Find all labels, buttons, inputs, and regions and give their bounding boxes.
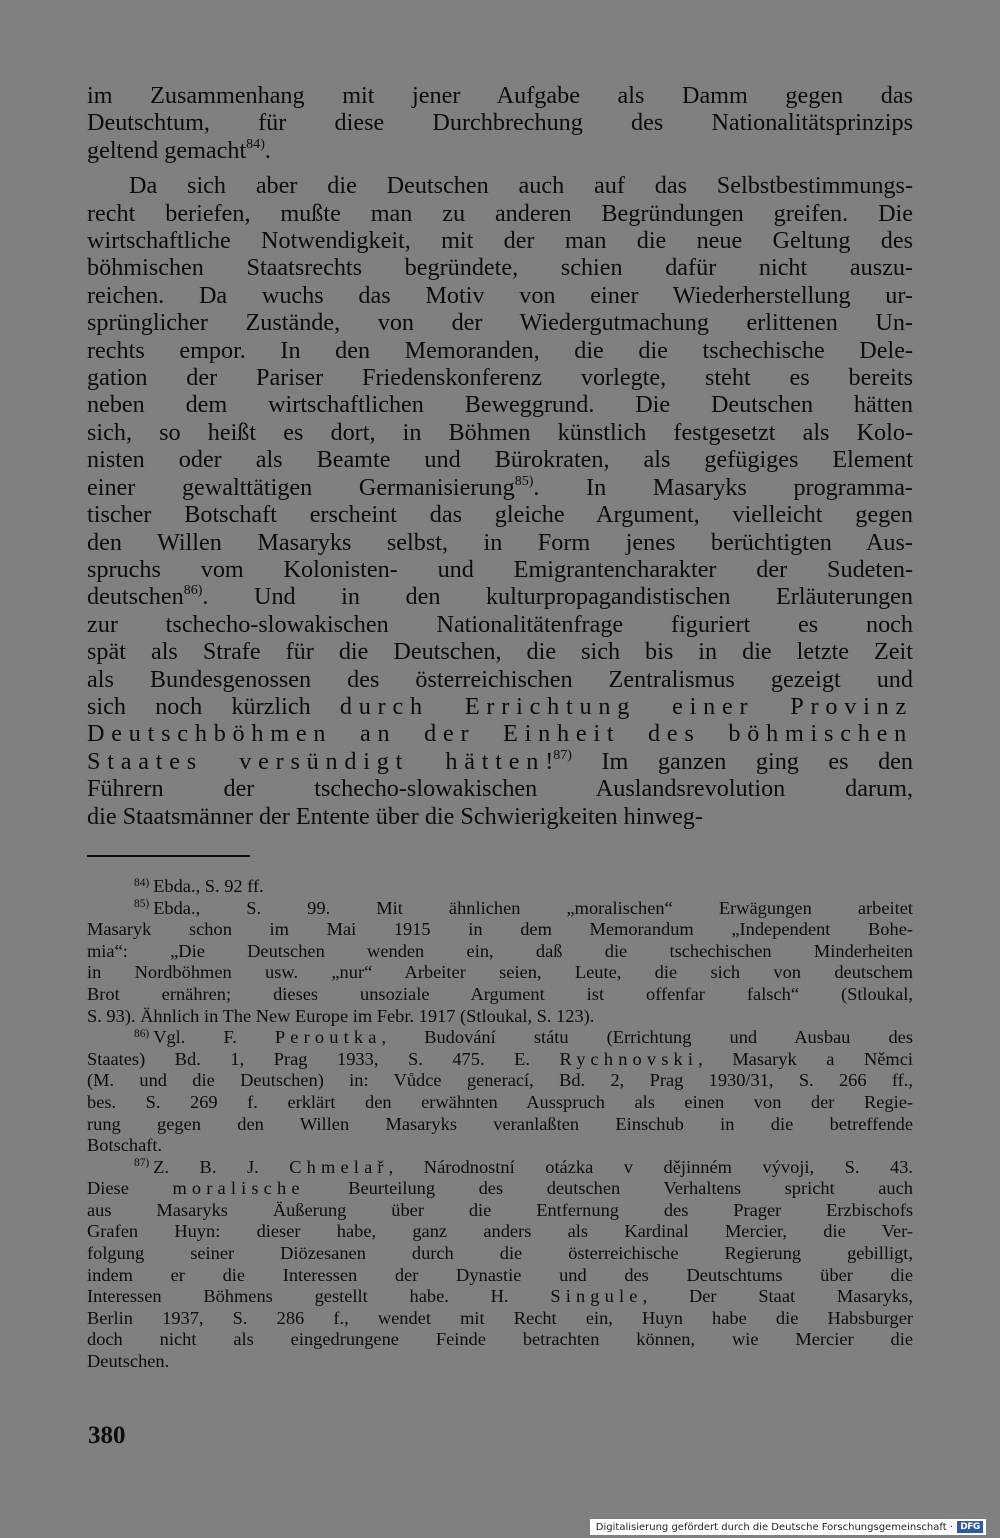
text-run: den Willen Masaryks selbst, in Form jenes berüchtigten Aus- <box>87 528 913 556</box>
text-line <box>87 803 913 830</box>
text-run: Berlin 1937, S. 286 f., wendet mit Recht ein, Huyn habe die Habsburger <box>87 1307 913 1328</box>
footnote <box>87 898 913 1028</box>
text-run: die Staatsmänner der Entente über die Schwierigkeiten hinweg- <box>87 802 703 830</box>
footnote-reference: 84) <box>246 136 265 152</box>
text-run: Beurteilung des deutschen Verhaltens spricht auch <box>304 1178 913 1199</box>
footnote-line <box>87 1221 913 1243</box>
footnote-marker: 87) <box>134 1157 150 1170</box>
footnote-line <box>87 1178 913 1200</box>
text-line <box>87 446 913 473</box>
footnote-line <box>87 1308 913 1330</box>
book-page <box>87 82 913 1373</box>
letterspaced-emphasis: Rychnovski <box>559 1048 699 1069</box>
text-run: recht beriefen, mußte man zu anderen Begründungen greifen. Die <box>87 199 913 227</box>
footnote-line <box>87 1157 913 1179</box>
text-run: Vgl. F. <box>153 1027 275 1048</box>
digitization-credit-bar <box>590 1519 986 1535</box>
footnote-marker: 85) <box>134 898 150 911</box>
text-run: rechts empor. In den Memoranden, die die tschechische Dele- <box>87 336 913 364</box>
text-run: ! <box>545 747 554 775</box>
text-run: aus Masaryks Äußerung über die Entfernung des Prager Erzbischofs <box>87 1199 913 1220</box>
text-run: Interessen Böhmens gestellt habe. H. <box>87 1286 551 1307</box>
text-run: spät als Strafe für die Deutschen, die sich bis in die letzte Zeit <box>87 638 913 666</box>
letterspaced-emphasis: Staates versündigt hätten <box>87 747 546 775</box>
text-line <box>87 474 913 501</box>
footnote-line <box>87 1027 913 1049</box>
text-run: . In Masaryks programma- <box>533 473 913 501</box>
text-line <box>87 501 913 528</box>
footnote <box>87 1027 913 1157</box>
footnote-line <box>87 1114 913 1136</box>
text-run: rung gegen den Willen Masaryks veranlaßten Einschub in die betreffende <box>87 1113 913 1134</box>
footnote-marker: 86) <box>134 1027 150 1040</box>
text-run: Botschaft. <box>87 1135 163 1156</box>
text-run: . Und in den kulturpropagandistischen Erläuterungen <box>202 583 913 611</box>
footnote-line <box>87 1092 913 1114</box>
letterspaced-emphasis: Chmelař <box>289 1156 389 1177</box>
footnote <box>87 1157 913 1373</box>
footnote-reference: 85) <box>514 472 534 489</box>
text-run: als Bundesgenossen des österreichischen Zentralismus gezeigt und <box>87 665 913 693</box>
text-run: einer gewalttätigen Germanisierung <box>87 473 515 501</box>
text-run: Ebda., S. 92 ff. <box>153 875 264 896</box>
text-run: Z. B. J. <box>153 1156 290 1177</box>
text-run: mia“: „Die Deutschen wenden ein, daß die tschechischen Minderheiten <box>87 940 913 961</box>
text-run: Da sich aber die Deutschen auch auf das Selbstbestimmungs- <box>129 172 913 200</box>
text-run: sich, so heißt es dort, in Böhmen künstlich festgesetzt als Kolo- <box>87 418 913 446</box>
text-run: , Der Staat Masaryks, <box>642 1286 913 1307</box>
text-line <box>87 693 913 720</box>
text-line <box>87 775 913 802</box>
text-run: tischer Botschaft erscheint das gleiche Argument, vielleicht gegen <box>87 501 913 529</box>
text-run: . <box>264 136 271 164</box>
main-text-body <box>87 82 913 830</box>
text-run: Im ganzen ging es den <box>571 747 914 775</box>
text-run: Deutschtum, für diese Durchbrechung des Nationalitätsprinzips <box>87 109 913 137</box>
footnote-line <box>87 1265 913 1287</box>
text-line <box>87 254 913 281</box>
text-run: Führern der tschecho-slowakischen Auslandsrevolution darum, <box>87 775 913 803</box>
digitization-credit-text: Digitalisierung gefördert durch die Deutsche Forschungsgemeinschaft · <box>595 1521 953 1533</box>
text-run: sich noch kürzlich <box>87 692 340 720</box>
text-line <box>87 391 913 418</box>
text-run: Ebda., S. 99. Mit ähnlichen „moralischen“ Erwägungen arbeitet <box>153 897 913 918</box>
text-run: deutschen <box>87 583 184 611</box>
text-run: böhmischen Staatsrechts begründete, schien dafür nicht auszu- <box>87 254 913 282</box>
text-line <box>87 748 913 775</box>
text-run: indem er die Interessen der Dynastie und des Deutschtums über die <box>87 1264 913 1285</box>
page-number: 380 <box>88 1422 126 1449</box>
text-run: (M. und die Deutschen) in: Vůdce generací, Bd. 2, Prag 1930/31, S. 266 ff., <box>87 1070 913 1091</box>
footnote-line <box>87 1200 913 1222</box>
letterspaced-emphasis: Peroutka <box>274 1027 382 1048</box>
letterspaced-emphasis: durch Errichtung einer Provinz <box>339 692 913 720</box>
footnote-line <box>87 898 913 920</box>
text-line <box>87 638 913 665</box>
footnote-line <box>87 984 913 1006</box>
letterspaced-emphasis: Deutschböhmen an der Einheit des böhmischen <box>87 720 913 748</box>
text-run: Grafen Huyn: dieser habe, ganz anders als Kardinal Mercier, die Ver- <box>87 1221 913 1242</box>
text-run: nisten oder als Beamte und Bürokraten, als gefügiges Element <box>87 446 913 474</box>
text-run: Masaryk schon im Mai 1915 in dem Memorandum „Independent Bohe- <box>87 919 913 940</box>
text-run: folgung seiner Diözesanen durch die österreichische Regierung gebilligt, <box>87 1243 913 1264</box>
paragraph <box>87 172 913 830</box>
text-run: Diese <box>87 1178 173 1199</box>
text-run: zur tschecho-slowakischen Nationalitätenfrage figuriert es noch <box>87 610 913 638</box>
text-run: sprünglicher Zustände, von der Wiedergutmachung erlittenen Un- <box>87 309 913 337</box>
text-run: , Budování státu (Errichtung und Ausbau des <box>381 1027 913 1048</box>
footnote-line <box>87 1286 913 1308</box>
text-run: bes. S. 269 f. erklärt den erwähnten Ausspruch als einen von der Regie- <box>87 1091 913 1112</box>
footnote-line <box>87 1351 913 1373</box>
text-line <box>87 172 913 199</box>
text-run: spruchs vom Kolonisten- und Emigrantencharakter der Sudeten- <box>87 555 913 583</box>
text-run: geltend gemacht <box>87 136 247 164</box>
text-run: wirtschaftliche Notwendigkeit, mit der man die neue Geltung des <box>87 227 913 255</box>
text-line <box>87 282 913 309</box>
text-line <box>87 556 913 583</box>
footnote-separator-rule <box>87 855 250 857</box>
footnote-line <box>87 876 913 898</box>
text-line <box>87 109 913 136</box>
text-line <box>87 227 913 254</box>
text-run: S. 93). Ähnlich in The New Europe im Febr. 1917 (Stloukal, S. 123). <box>87 1005 595 1026</box>
text-line <box>87 419 913 446</box>
text-line <box>87 611 913 638</box>
footnote-line <box>87 962 913 984</box>
text-line <box>87 529 913 556</box>
text-run: Brot ernähren; dieses unsoziale Argument ist offenfar falsch“ (Stloukal, <box>87 983 913 1004</box>
footnote-marker: 84) <box>134 876 150 889</box>
text-run: Deutschen. <box>87 1351 170 1372</box>
dfg-logo: DFG <box>957 1521 983 1533</box>
footnote-reference: 86) <box>183 582 203 599</box>
text-line <box>87 82 913 109</box>
footnote-line <box>87 1243 913 1265</box>
text-line <box>87 337 913 364</box>
footnote-line <box>87 919 913 941</box>
footnote-line <box>87 1329 913 1351</box>
text-line <box>87 137 913 164</box>
text-run: in Nordböhmen usw. „nur“ Arbeiter seien, Leute, die sich von deutschem <box>87 962 913 983</box>
footnotes-section <box>87 876 913 1373</box>
text-run: neben dem wirtschaftlichen Beweggrund. Die Deutschen hätten <box>87 391 913 419</box>
text-line <box>87 200 913 227</box>
footnote-line <box>87 1006 913 1028</box>
text-run: im Zusammenhang mit jener Aufgabe als Damm gegen das <box>87 82 913 109</box>
footnote-line <box>87 1135 913 1157</box>
letterspaced-emphasis: moralische <box>172 1178 305 1199</box>
letterspaced-emphasis: Singule <box>550 1286 643 1307</box>
footnote-line <box>87 941 913 963</box>
text-line <box>87 364 913 391</box>
footnote-reference: 87) <box>553 746 572 763</box>
footnote <box>87 876 913 898</box>
paragraph <box>87 82 913 164</box>
text-line <box>87 583 913 610</box>
text-run: reichen. Da wuchs das Motiv von einer Wiederherstellung ur- <box>87 281 913 309</box>
text-line <box>87 309 913 336</box>
text-line <box>87 720 913 747</box>
footnote-line <box>87 1070 913 1092</box>
text-run: doch nicht als eingedrungene Feinde betrachten können, wie Mercier die <box>87 1329 913 1350</box>
text-run: , Národnostní otázka v dějinném vývoji, S. 43. <box>388 1156 913 1177</box>
text-run: Staates) Bd. 1, Prag 1933, S. 475. E. <box>87 1048 560 1069</box>
text-run: , Masaryk a Němci <box>698 1048 913 1069</box>
text-line <box>87 666 913 693</box>
footnote-line <box>87 1049 913 1071</box>
text-run: gation der Pariser Friedenskonferenz vorlegte, steht es bereits <box>87 364 913 392</box>
